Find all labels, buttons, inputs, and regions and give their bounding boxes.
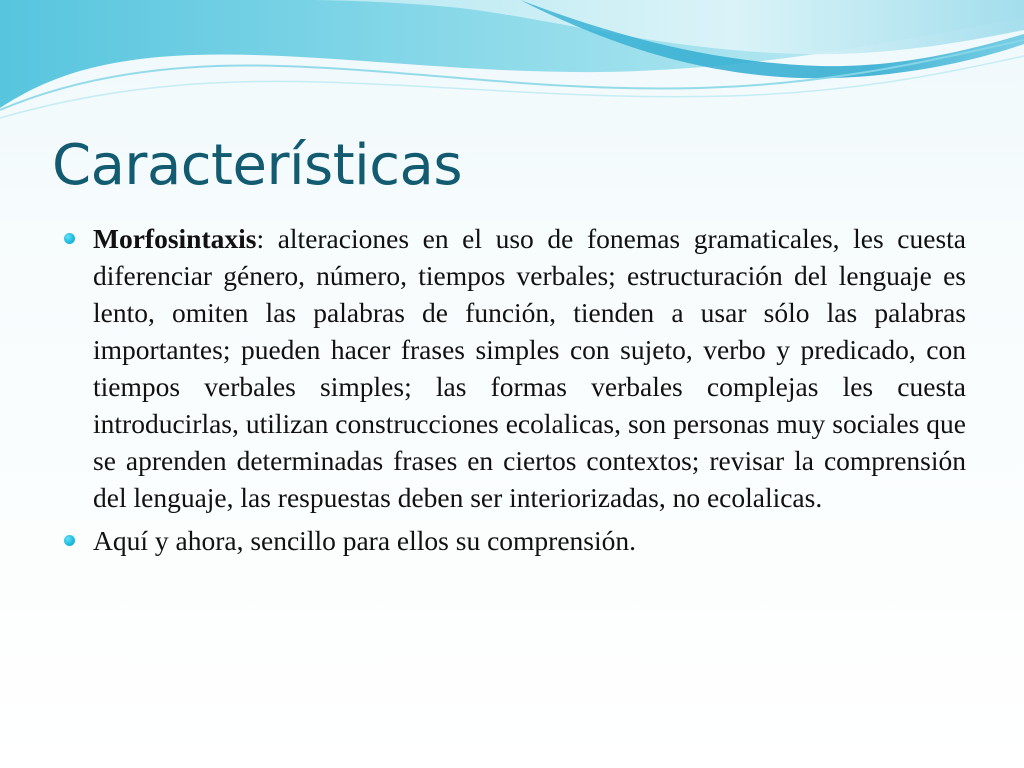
wave-header-decoration [0, 0, 1024, 120]
bullet-text: Aquí y ahora, sencillo para ellos su comprensión. [93, 525, 636, 556]
bullet-dot-icon [64, 535, 75, 546]
bullet-term: Morfosintaxis [93, 223, 257, 254]
slide-title: Características [52, 133, 463, 198]
bullet-dot-icon [64, 233, 75, 244]
bullet-item-morfosintaxis [62, 220, 966, 516]
bullet-text: : alteraciones en el uso de fonemas gramaticales, les cuesta diferenciar género, número, tiempos verbales; estructuración del lenguaje es lento, omiten las palabras de función, tienden a usar sólo las palabras importantes; pueden hacer frases simples con sujeto, verbo y predicado, con tiempos verbales simples; las formas verbales complejas les cuesta introducirlas, utilizan construcciones ecolalicas, son personas muy sociales que se aprenden determinadas frases en ciertos contextos; revisar la comprensión del lenguaje, las respuestas deben ser interiorizadas, no ecolalicas. [93, 223, 966, 513]
bullet-list [62, 220, 966, 565]
bullet-item-aqui-y-ahora [62, 522, 966, 559]
